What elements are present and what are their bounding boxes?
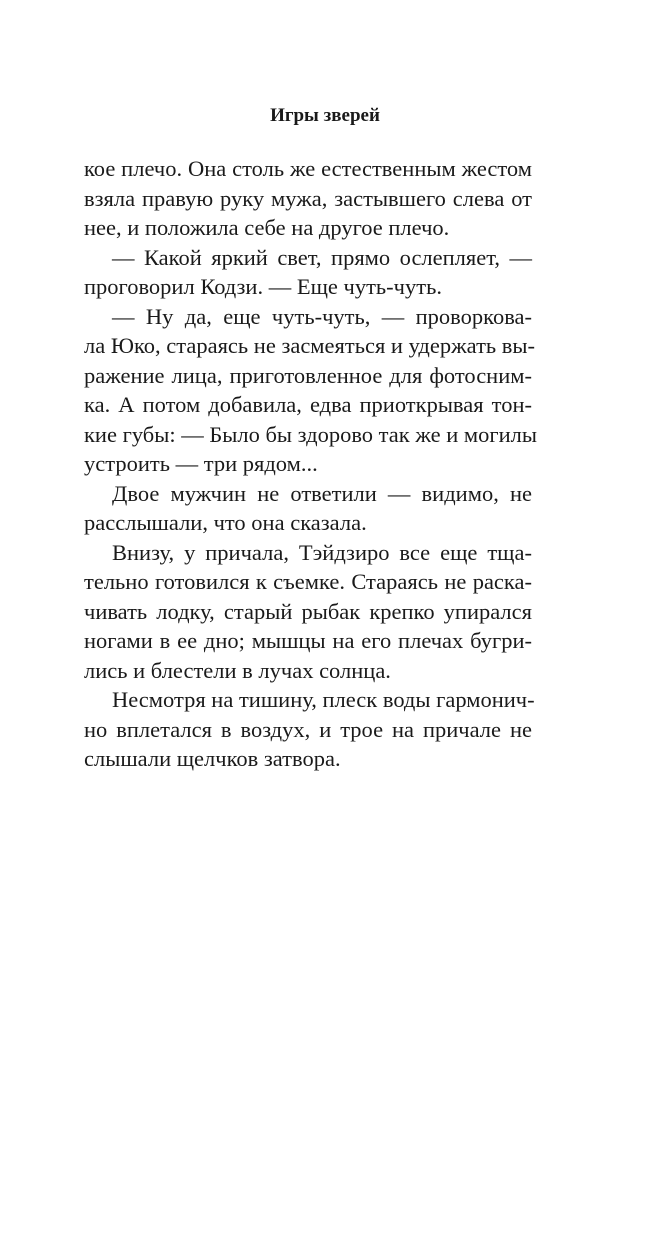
text-line: ногами в ее дно; мышцы на его плечах бугри-	[84, 628, 532, 653]
running-head-title: Игры зверей	[270, 105, 380, 126]
text-line: лись и блестели в лучах солнца.	[84, 657, 391, 683]
text-line: чивать лодку, старый рыбак крепко упирался	[84, 598, 532, 624]
text-line: слышали щелчков затвора.	[84, 746, 341, 771]
text-line: ка. А потом добавила, едва приоткрывая тон-	[84, 392, 532, 417]
text-line: Двое мужчин не ответили — видимо, не	[112, 480, 532, 506]
text-line: — Какой яркий свет, прямо ослепляет, —	[112, 244, 532, 270]
body-text	[84, 154, 537, 774]
text-line: — Ну да, еще чуть-чуть, — проворкова-	[112, 303, 532, 329]
text-line: Несмотря на тишину, плеск воды гармонич-	[112, 687, 535, 712]
text-line: нее, и положила себе на другое плечо.	[84, 215, 450, 240]
text-line: но вплетался в воздух, и трое на причале не	[84, 716, 532, 742]
text-line: кое плечо. Она столь же естественным жестом	[84, 156, 532, 181]
text-line: тельно готовился к съемке. Стараясь не раска-	[84, 569, 532, 594]
text-line: ла Юко, стараясь не засмеяться и удержать вы-	[84, 333, 536, 358]
text-line: расслышали, что она сказала.	[84, 510, 367, 535]
text-line: кие губы: — Было бы здорово так же и могилы	[84, 421, 537, 447]
text-line: устроить — три рядом...	[84, 451, 318, 476]
text-line: Внизу, у причала, Тэйдзиро все еще тща-	[112, 539, 532, 565]
text-line: ражение лица, приготовленное для фотосним-	[84, 362, 532, 388]
text-line: проговорил Кодзи. — Еще чуть-чуть.	[84, 274, 442, 299]
text-line: взяла правую руку мужа, застывшего слева от	[84, 185, 532, 211]
